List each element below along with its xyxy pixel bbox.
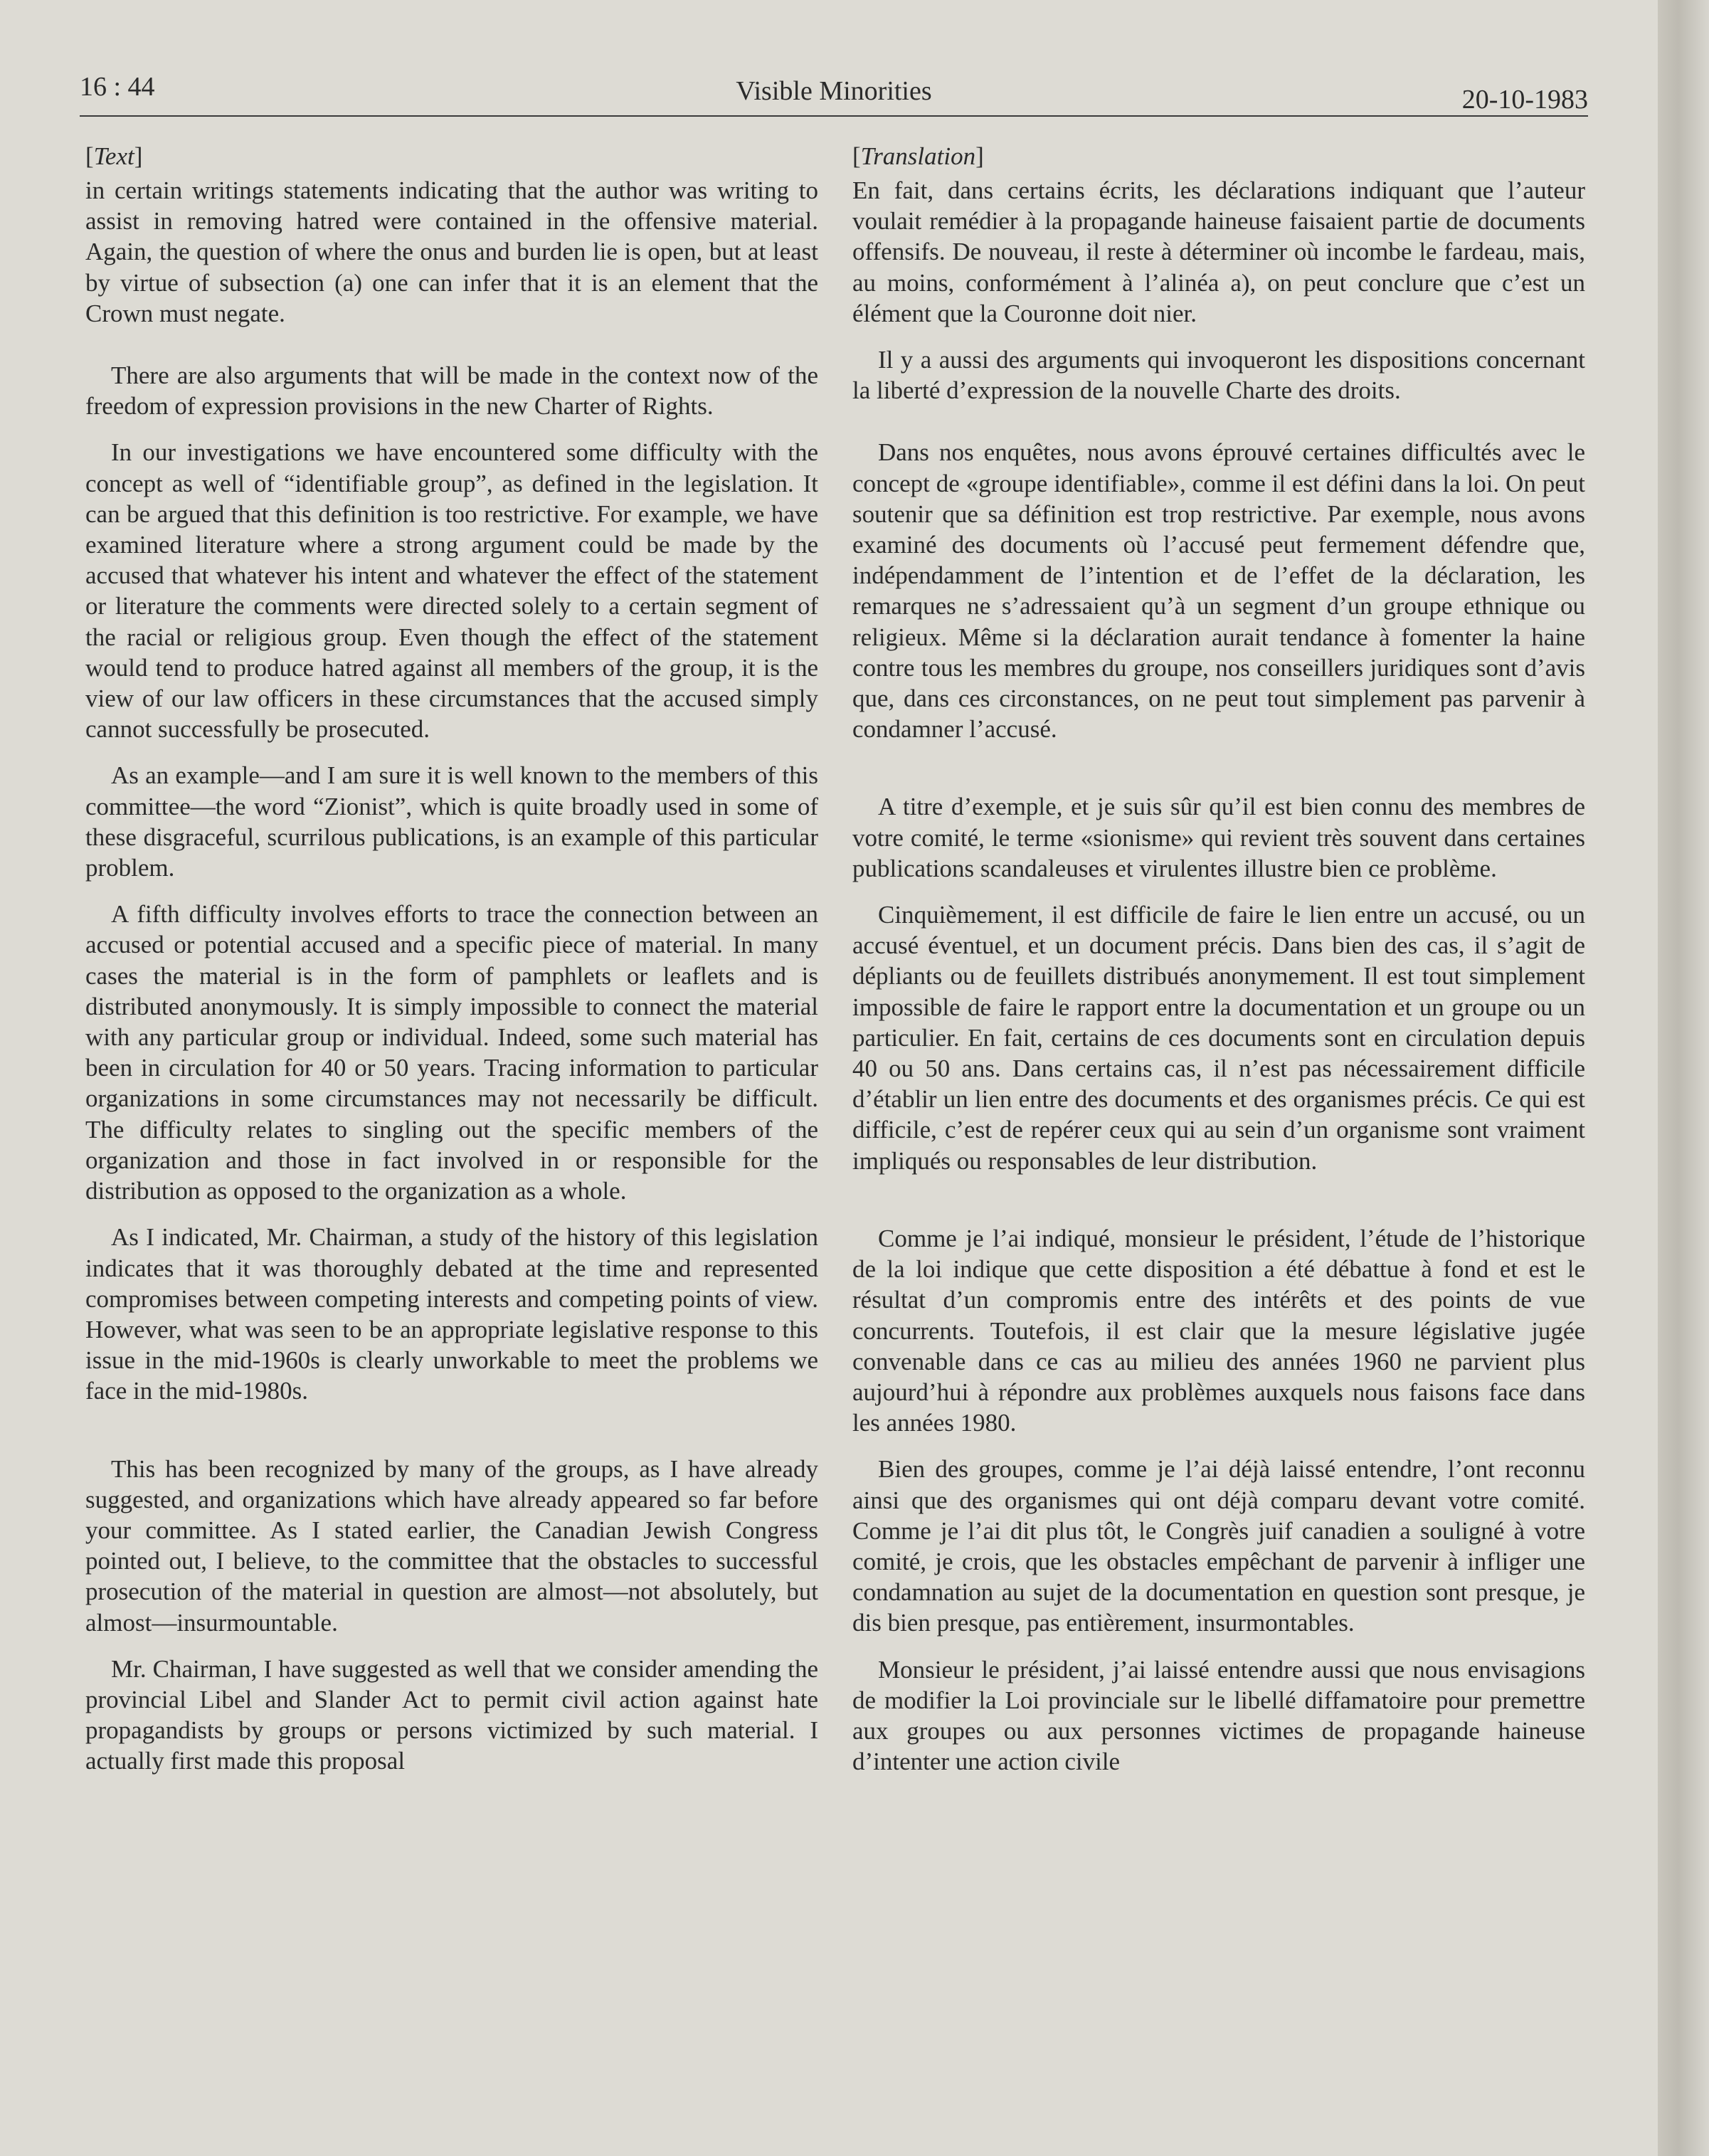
column-tag-text: Translation: [860, 142, 976, 170]
paragraph: in certain writings statements indicating that the author was writing to assist in removing hatred were contained in the offensive material. Again, the question of where the onus and burden lie is open, but at least by virtue of subsection (a) one can infer that it is an element that the Crown must negate.: [85, 176, 818, 327]
paragraph: As I indicated, Mr. Chairman, a study of the history of this legislation indicates that it was thoroughly debated at the time and represented compromises between competing interests and competing points of view. However, what was seen to be an appropriate legislative response to this issue in the mid-1960s is clearly unworkable to meet the problems we face in the mid-1980s.: [85, 1223, 818, 1405]
paragraph: Mr. Chairman, I have suggested as well that we consider amending the provincial Libel and Slander Act to permit civil action against hate propagandists by groups or persons victimized by such material. I actually first made this proposal: [85, 1654, 818, 1775]
publication-title: Visible Minorities: [736, 76, 932, 106]
page-number: 16 : 44: [80, 72, 155, 102]
running-header: [80, 65, 1588, 117]
column-tag-text: Text: [93, 142, 134, 170]
english-column: [85, 141, 818, 1777]
paragraph: Comme je l’ai indiqué, monsieur le président, l’étude de l’historique de la loi indique que cette disposition a été débattue à fond et est le résultat d’un compromis entre des intérêts et des points de vue concurrents. Toutefois, il est clair que la mesure législative jugée convenable dans ce cas au milieu des années 1960 ne parvient plus aujourd’hui à répondre aux problèmes auxquels nous faisons face dans les années 1980.: [852, 1224, 1585, 1437]
page-edge-shadow: [1658, 0, 1709, 2156]
paragraph: A titre d’exemple, et je suis sûr qu’il est bien connu des membres de votre comité, le terme «sionisme» qui revient très souvent dans certaines publications scandaleuses et virulentes illustre bien ce problème.: [852, 793, 1585, 882]
paragraph: There are also arguments that will be made in the context now of the freedom of expression provisions in the new Charter of Rights.: [85, 361, 818, 421]
paragraph: Dans nos enquêtes, nous avons éprouvé certaines difficultés avec le concept de «groupe identifiable», comme il est défini dans la loi. On peut soutenir que sa définition est trop restrictive. Par exemple, nous avons examiné des documents où l’accusé peut fermement défendre que, indépendamment de l’intention et de l’effet de la déclaration, les remarques ne s’adressaient qu’à un segment d’un groupe ethnique ou religieux. Même si la déclaration aurait tendance à fomenter la haine contre tous les membres du groupe, nos conseillers juridiques sont d’avis que, dans ces circonstances, on ne peut tout simplement pas parvenir à condamner l’accusé.: [852, 438, 1585, 744]
french-column: [852, 141, 1585, 1777]
paragraph: A fifth difficulty involves efforts to trace the connection between an accused or potential accused and a specific piece of material. In many cases the material is in the form of pamphlets or leaflets and is distributed anonymously. It is simply impossible to connect the material with any particular group or individual. Indeed, some such material has been in circulation for 40 or 50 years. Tracing information to particular organizations in some circumstances may not necessarily be difficult. The difficulty relates to singling out the specific members of the organization and those in fact involved in or responsible for the distribution as opposed to the organization as a whole.: [85, 900, 818, 1205]
paragraph: Bien des groupes, comme je l’ai déjà laissé entendre, l’ont reconnu ainsi que des organismes qui ont déjà comparu devant votre comité. Comme je l’ai dit plus tôt, le Congrès juif canadien a souligné à votre comité, je crois, que les obstacles empêchant de parvenir à infliger une condamnation au sujet de la documentation en question sont presque, je dis bien presque, pas entièrement, insurmontables.: [852, 1455, 1585, 1637]
paragraph: Il y a aussi des arguments qui invoqueront les dispositions concernant la liberté d’expression de la nouvelle Charte des droits.: [852, 346, 1585, 405]
header-date: 20-10-1983: [1461, 85, 1588, 115]
column-tag: [Text]: [85, 142, 143, 170]
paragraph: This has been recognized by many of the groups, as I have already suggested, and organizations which have already appeared so far before your committee. As I stated earlier, the Canadian Jewish Congress pointed out, I believe, to the committee that the obstacles to successful prosecution of the material in question are almost—not absolutely, but almost—insurmountable.: [85, 1454, 818, 1637]
column-tag: [Translation]: [852, 142, 984, 170]
paragraph: Cinquièmement, il est difficile de faire le lien entre un accusé, ou un accusé éventuel, et un document précis. Dans bien des cas, il s’agit de dépliants ou de feuillets distribués anonymement. Il est tout simplement impossible de faire le rapport entre la documentation et un groupe ou un particulier. En fait, certains de ces documents sont en circulation depuis 40 ou 50 ans. Dans certains cas, il n’est pas nécessairement difficile d’établir un lien entre des documents et des organismes précis. Ce qui est difficile, c’est de repérer ceux qui au sein d’un organisme sont vraiment impliqués ou responsables de leur distribution.: [852, 901, 1585, 1175]
paragraph: As an example—and I am sure it is well known to the members of this committee—the word “Zionist”, which is quite broadly used in some of these disgraceful, scurrilous publications, is an example of this particular problem.: [85, 761, 818, 882]
paragraph: In our investigations we have encountered some difficulty with the concept as well of “identifiable group”, as defined in the legislation. It can be argued that this definition is too restrictive. For example, we have examined literature where a strong argument could be made by the accused that whatever his intent and whatever the effect of the statement or literature the comments were directed solely to a certain segment of the racial or religious group. Even though the effect of the statement would tend to produce hatred against all members of the group, it is the view of our law officers in these circumstances that the accused simply cannot successfully be prosecuted.: [85, 438, 818, 744]
paragraph: Monsieur le président, j’ai laissé entendre aussi que nous envisagions de modifier la Loi provinciale sur le libellé diffamatoire pour premettre aux groupes ou aux personnes victimes de propagande haineuse d’intenter une action civile: [852, 1655, 1585, 1776]
paragraph: En fait, dans certains écrits, les déclarations indiquant que l’auteur voulait remédier à la propagande haineuse faisaient partie de documents offensifs. De nouveau, il reste à déterminer où incombe le fardeau, mais, au moins, conformément à l’alinéa a), on peut conclure que c’est un élément que la Couronne doit nier.: [852, 176, 1585, 327]
